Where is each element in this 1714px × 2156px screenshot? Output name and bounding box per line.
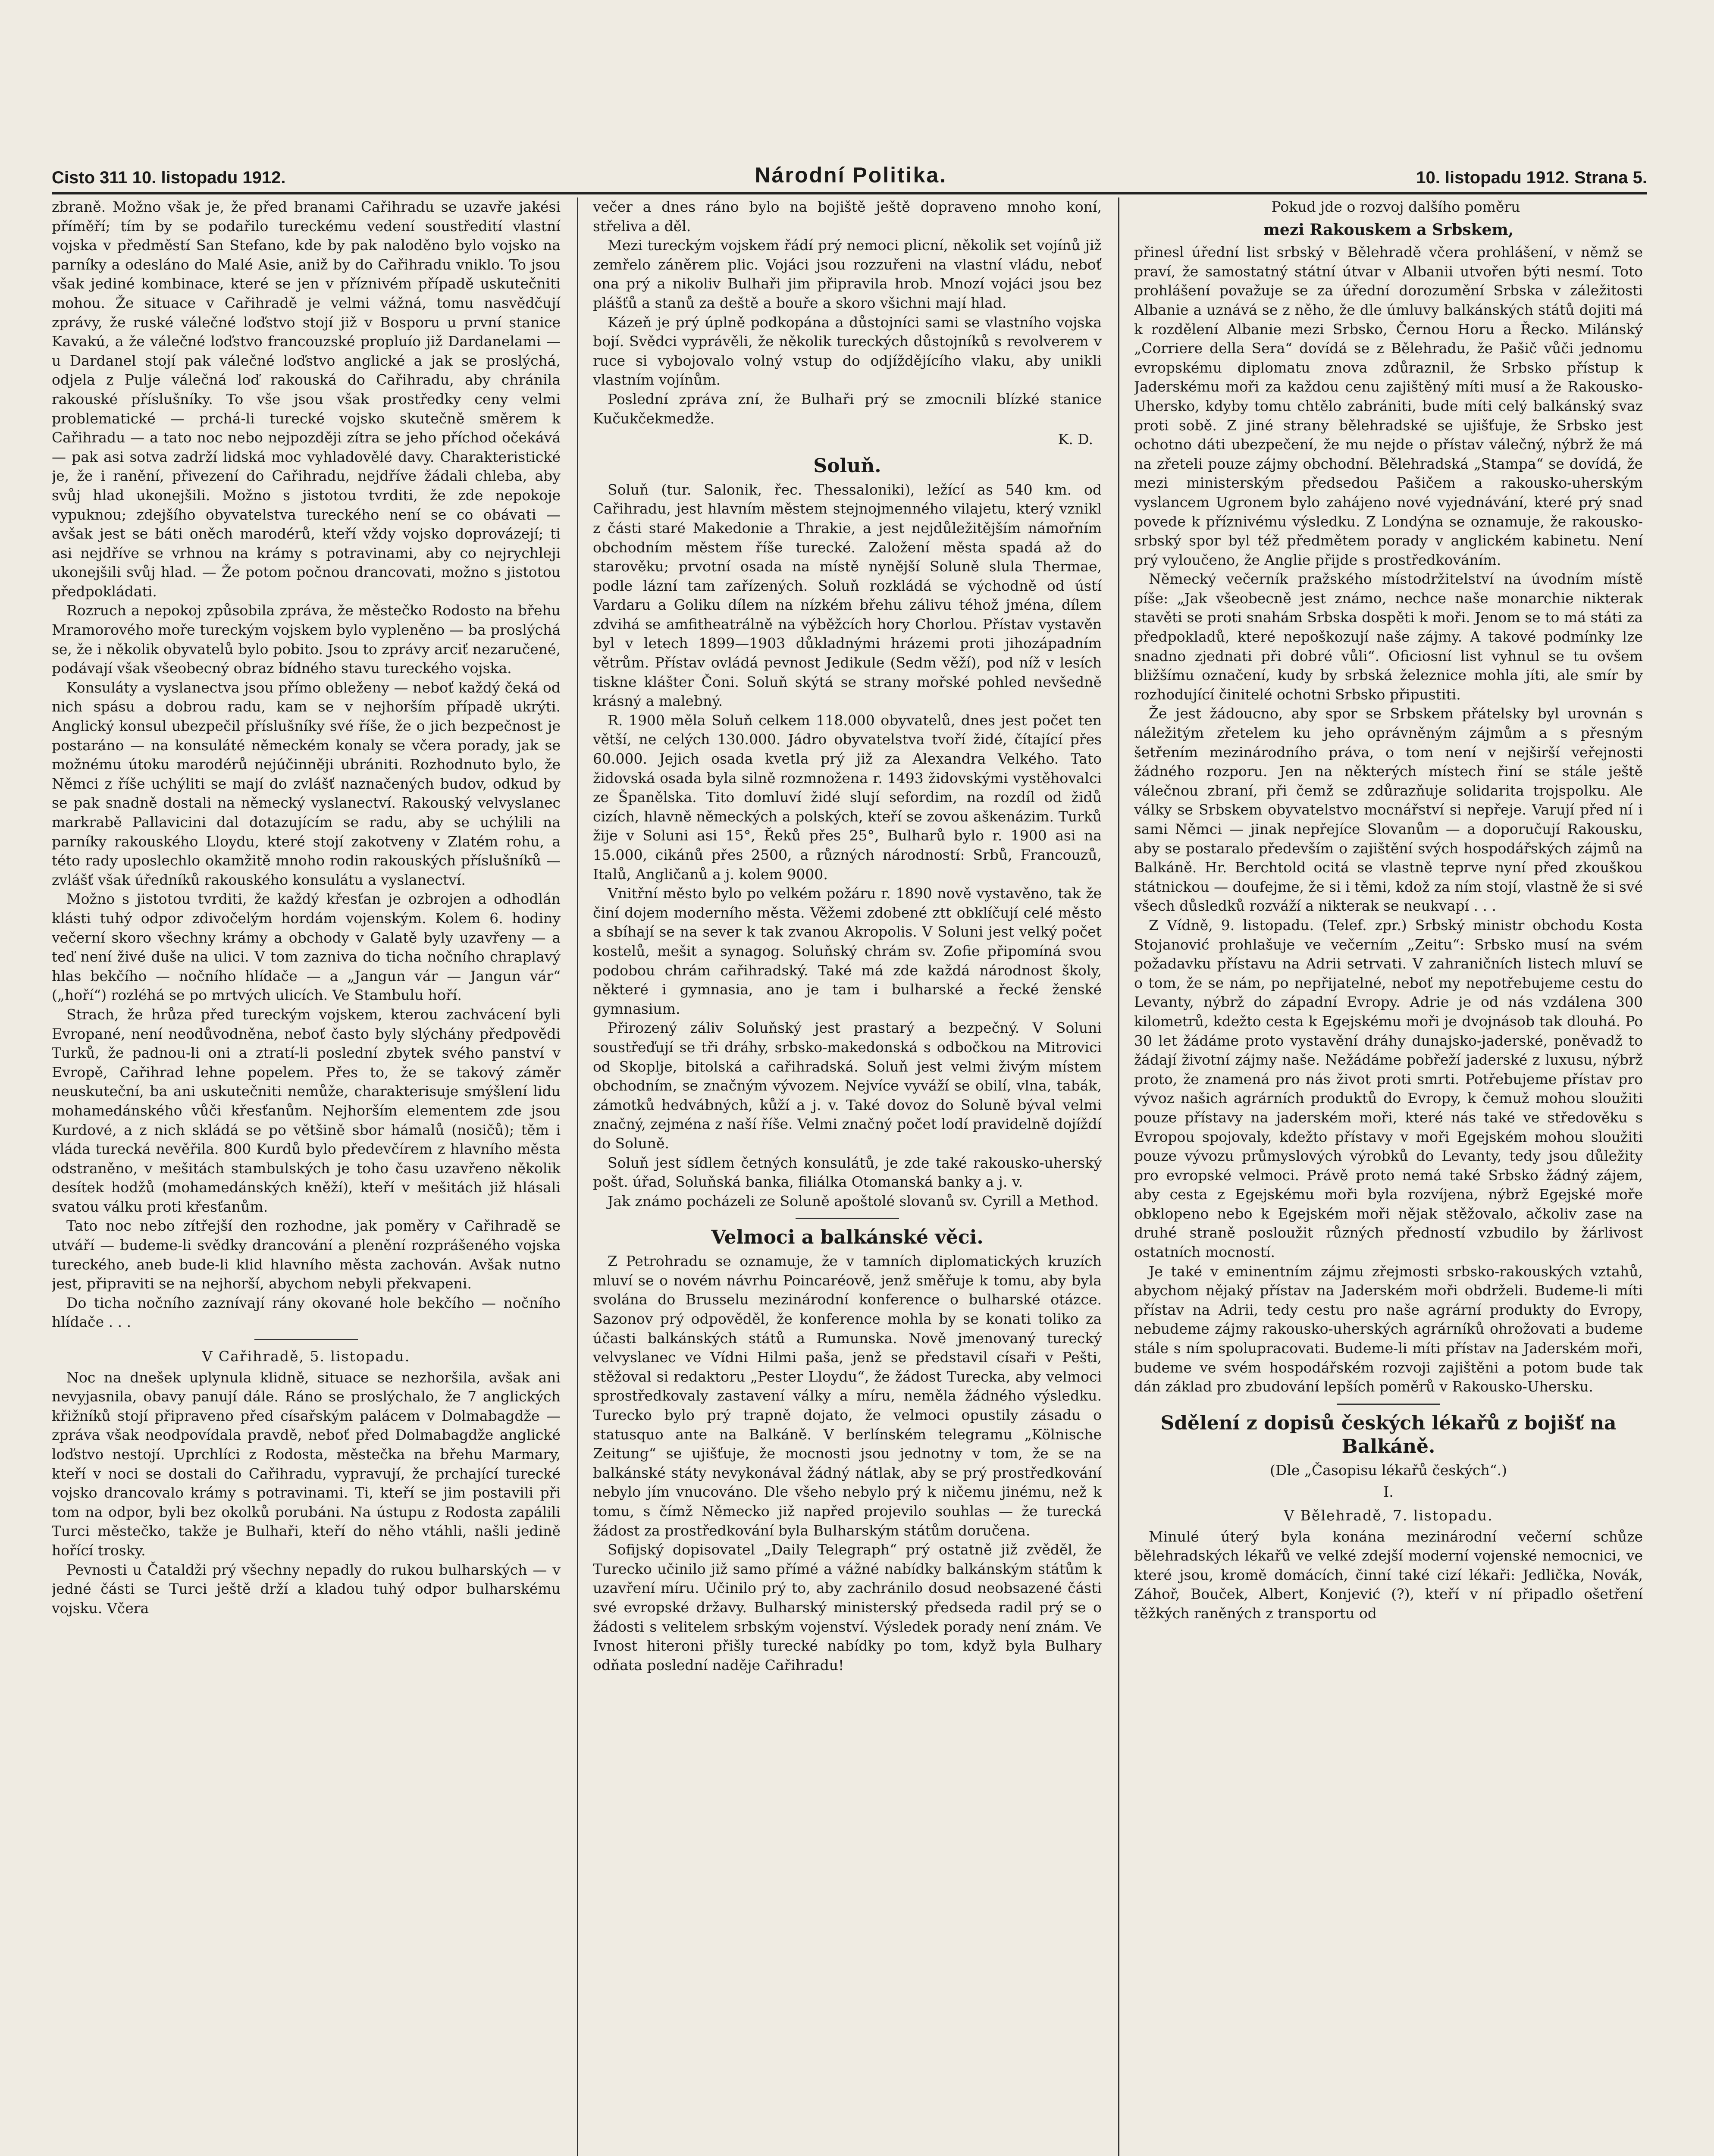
article-paragraph: Tato noc nebo zítřejší den rozhodne, jak poměry v Cařihradě se utváří — budeme-li svědky drancování a plenění rozprášeného vojska tureckého, aneb bude-li klid hlavního města zachován. Avšak nutno jest, připraviti se na nejhorší, abychom nebyli překvapeni. (52, 1217, 561, 1292)
column-2 (593, 197, 1102, 2156)
article-paragraph: Mezi tureckým vojskem řádí prý nemoci plicní, několik set vojínů již zemřelo záněrem plic. Vojáci jsou rozzuřeni na vlastní vládu, neboť ona prý a nikoliv Bulhaři jim připravila hrob. Mnozí vojáci jsou bez plášťů a stanů za deště a bouře a skoro všichni mají hlad. (593, 237, 1102, 311)
header-issue-date: Cisto 311 10. listopadu 1912. (52, 168, 286, 187)
article-paragraph: Jak známo pocházeli ze Soluně apoštolé slovanů sv. Cyrill a Method. (608, 1192, 1099, 1210)
headline-sdeleni: Sdělení z dopisů českých lékařů z bojišť na Balkáně. (1160, 1412, 1617, 1457)
article-paragraph: přinesl úřední list srbský v Bělehradě včera prohlášení, v němž se praví, že samostatný státní útvar v Albanii utvořen býti nesmí. Toto prohlášení považuje se za úřední dorozumění Srbska v záležitosti Albanie a uznává se z něho, že dle úmluvy balkánských států dojiti má k rozdělení Albanie mezi Srbsko, Černou Horu a Řecko. Milánský „Corriere della Sera“ dovídá se z Bělehradu, že Pašič vůči jednomu evropskému diplomatu znova zdůraznil, že Srbsko přístup k Jaderskému moři za každou cenu zajištěný míti musí a že Rakousko-Uhersko, kdyby tomu chtělo zabrániti, bude míti celý balkánský svaz proti sobě. Z jiné strany bělehradské se ujišťuje, že Srbsko jest ochotno dáti ubezpečení, že mu nejde o přístav válečný, nýbrž že má na zřeteli pouze zájmy obchodní. Bělehradská „Stampa“ se dovídá, že mezi ministerským předsedou Pašičem a rakousko-uherským vyslancem Ugronem bylo zahájeno nové vyjednávání, které prý snad povede k příznivému výsledku. Z Londýna se oznamuje, že rakousko-srbský spor byl též předmětem porady v anglickém kabinetu. Není prý vyloučeno, že Anglie přijde s prostředkováním. (1134, 244, 1643, 568)
dateline: V Bělehradě, 7. listopadu. (1284, 1507, 1493, 1524)
article-paragraph: Je také v eminentním zájmu zřejmosti srbsko-rakouských vztahů, abychom nějaký přístav na Jaderském moři obdrželi. Budeme-li míti přístav na Adrii, tedy cestu pro naše agrární produkty do Evropy, nebudeme zájmy rakousko-uherských agrárníků ohrožovati a budeme stále s ním spolupracovati. Budeme-li míti přístav na Jaderském moři, budeme ve svém hospodářském rozvoji zajištěni a potom bude tak dán základ pro zbudování lepších poměrů v Rakousko-Uhersku. (1134, 1263, 1643, 1395)
article-paragraph: zbraně. Možno však je, že před branami Cařihradu se uzavře jakési příměří; tím by se podařilo tureckému vedení soustředití vlastní vojska v předměstí San Stefano, kde by pak naloděno bylo vojsko na parníky a odesláno do Malé Asie, aniž by do Cařihradu vniklo. To jsou však jediné kombinace, které se jen v příznivém případě uskutečniti mohou. Že situace v Cařihradě je velmi vážná, tomu nasvědčují zprávy, že ruské válečné loďstvo stojí již v Bosporu u první stanice Kavakú, a že válečné loďstvo francouzské propluío již Dardanelami — u Dardanel stojí pak válečné loďstvo anglické a jak se proslýchá, odjela z Pulje válečná loď rakouská do Cařihradu, aby chránila rakouské příslušníky. To vše jsou však prostředky ceny velmi problematické — prchá-li turecké vojsko skutečně směrem k Cařihradu — a tato noc nebo nejpozději zítra se jeho příchod očekává — pak asi sotva zadrží lidská moc vyhladovělé davy. Charakteristické je, že i ranění, přivezení do Cařihradu, nejdříve žádali chleba, aby svůj hlad ukonejšili. Možno s jistotou tvrditi, že zde nepokoje vypuknou; zdejšího obyvatelstva tureckého není se co obávati — avšak jest se báti oněch marodérů, kteří vždy vojsko doprovázejí; ti asi nejdříve se vrhnou na krámy s potravinami, aby co nejrychleji ukonejšili svůj hlad. — Že potom počnou drancovati, možno s jistotou předpokládati. (52, 198, 561, 600)
article-paragraph: Rozruch a nepokoj způsobila zpráva, že městečko Rodosto na břehu Mramorového moře tureckým vojskem bylo vypleněno — ba proslýchá se, že i několik obyvatelů bylo pobito. Jsou to zprávy arciť nezaručené, podávají však všeobecný obraz bídného stavu tureckého vojska. (52, 602, 561, 677)
section-divider (254, 1339, 358, 1340)
header-page-number: 10. listopadu 1912. Strana 5. (1416, 168, 1647, 187)
article-paragraph: Vnitřní město bylo po velkém požáru r. 1890 nově vystavěno, tak že činí dojem moderního města. Věžemi zdobené ztt obklíčují celé město a sbíhají se na sever k tak zvanou Akropolis. V Soluni jest velký počet kostelů, mešit a synagog. Soluňský chrám sv. Zofie připomíná svou podobou chrám cařihradský. Také má zde každá národnost školy, některé i gymnasia, ano je tam i bulharské a řecké ženské gymnasium. (593, 885, 1102, 1017)
part-number: I. (1383, 1483, 1394, 1501)
headline-velmoci: Velmoci a balkánské věci. (711, 1226, 984, 1249)
article-paragraph: Minulé úterý byla konána mezinárodní večerní schůze bělehradských lékařů ve velké zdejší moderní vojenské nemocnici, ve které jsou, kromě domácích, činní také cizí lékaři: Jedlička, Novák, Záhoř, Bouček, Albert, Konjević (?), kteří v ní připadlo ošetření těžkých raněných z transportu od (1134, 1528, 1643, 1622)
headline-rakousko-srbsko: mezi Rakouskem a Srbskem, (1263, 220, 1514, 239)
article-paragraph: Kázeň je prý úplně podkopána a důstojníci sami se vlastního vojska bojí. Svědci vyprávěli, že několik tureckých důstojníků s revolverem v ruce si vybojovalo volný vstup do odjíždějícího vlaku, aby unikli vlastním vojínům. (593, 313, 1102, 389)
article-paragraph: Konsuláty a vyslanectva jsou přímo obleženy — neboť každý čeká od nich spásu a dobrou radu, kam se v nejhorším případě ukrýti. Anglický konsul ubezpečil příslušníky své říše, že o jich bezpečnost je postaráno — na konsuláté německém konaly se včera porady, jak se možnému útoku marodérů nejúčinněji ubrániti. Rozhodnuto bylo, že Němci z říše uchýliti se mají do zvlášť naznačených budov, odkud by se pak snadně dostali na německý vyslanectví. Rakouský velvyslanec markrabě Pallavicini dal dotazujícím se radu, aby se uchýlili na parníky rakouského Lloydu, které stojí zakotveny v Zlatém rohu, a této rady uposlechlo okamžitě mnoho rodin rakouských příslušníků — zvlášť však úředníků rakouského konsulátu a vyslanectví. (52, 679, 561, 888)
headline-solun: Soluň. (813, 454, 881, 477)
article-paragraph: Do ticha nočního zaznívají rány okované hole bekčího — nočního hlídače . . . (52, 1294, 561, 1331)
article-paragraph: večer a dnes ráno bylo na bojiště ještě dopraveno mnoho koní, střeliva a děl. (593, 198, 1102, 235)
page-header (52, 157, 1647, 188)
article-paragraph: Soluň jest sídlem četných konsulátů, je zde také rakousko-uherský pošt. úřad, Soluňská banka, filiálka Otomanská banky a j. v. (593, 1154, 1102, 1191)
article-paragraph: Pevnosti u Čataldži prý všechny nepadly do rukou bulharských — v jedné části se Turci ještě drží a kladou tuhý odpor bulharskému vojsku. Včera (52, 1561, 561, 1617)
article-paragraph: Noc na dnešek uplynula klidně, situace se nezhoršila, avšak ani nevyjasnila, obavy panují dále. Ráno se proslýchalo, že 7 anglických křižníků stojí připraveno před císařským palácem v Dolmabagdže — zpráva však neodpovídala pravdě, neboť před Dolmabagdže anglické loďstvo nestojí. Uprchlíci z Rodosta, městečka na břehu Marmary, kteří v noci se dostali do Cařihradu, vypravují, že prchající turecké vojsko drancovalo krámy s potravinami. Ti, kteří se jim postavili při tom na odpor, byli bez okolků porubáni. Na ústupu z Rodosta zapálili Turci městečko, takže je Bulhaři, kteří do něho vtáhli, našli jedině hořící trosky. (52, 1369, 561, 1559)
article-paragraph: Strach, že hrůza před tureckým vojskem, kterou zachvácení byli Evropané, není neodůvodněna, neboť často byly slýchány předpovědi Turků, že padnou-li oni a ztratí-li poslední zbytek svého panství v Evropě, Cařihrad lehne popelem. Přes to, že se takový záměr neuskuteční, ba ani uskutečniti nemůže, charakterisuje smýšlení lidu mohamedánského vůči křesťanům. Nejhorším elementem zde jsou Kurdové, a z nich skládá se po většině sbor hámalů (nosičů); těm i vláda turecká nevěřila. 800 Kurdů bylo předevčírem z hlavního města odstraněno, v mešitách stambulských je toho času uzavřeno několik desítek hodžů (mohamedánských kněží), kteří v mešitách již hlásali svatou válku proti křesťanům. (52, 1006, 561, 1215)
column-divider-2 (1118, 197, 1119, 2156)
dateline: V Cařihradě, 5. listopadu. (202, 1348, 410, 1365)
section-divider (796, 1218, 899, 1219)
article-paragraph: Sofijský dopisovatel „Daily Telegraph“ prý ostatně již zvěděl, že Turecko učinilo již samo přímé a vážné nabídky balkánským státům k uzavření míru. Učinilo prý to, aby zachránilo dosud neobsazené části své evropské državy. Bulharský ministerský předseda radil prý se o žádosti s velitelem srbským vojenství. Výsledek porady není znám. Ve Ivnost hiteroni přišly turecké nabídky po tom, když byla Bulhary odňata poslední naděje Cařihradu! (593, 1541, 1102, 1673)
article-paragraph: R. 1900 měla Soluň celkem 118.000 obyvatelů, dnes jest počet ten větší, ne celých 130.000. Jádro obyvatelstva tvoří židé, čítající přes 60.000. Jejich osada kvetla prý již za Alexandra Velkého. Tato židovská osada byla silně rozmnožena r. 1493 židovskými vystěhovalci ze Španělska. Tito domluví židé slují sefordim, na rozdíl od židů cizích, hlavně německých a polských, kteří se zovou aškenázim. Turků žije v Soluni asi 15°, Řeků přes 25°, Bulharů bylo r. 1900 asi na 15.000, cikánů přes 2500, a různých národností: Srbů, Francouzů, Italů, Angličanů a j. kolem 9000. (593, 711, 1102, 883)
article-paragraph: Poslední zpráva zní, že Bulhaři prý se zmocnili blízké stanice Kučukčekmedže. (593, 390, 1102, 427)
header-rule (52, 192, 1647, 194)
article-intro: Pokud jde o rozvoj dalšího poměru (1271, 198, 1520, 215)
article-paragraph: Německý večerník pražského místodržitelství na úvodním místě píše: „Jak všeobecně jest známo, nechce naše monarchie nikterak stavěti se proti snahám Srbska dospěti k moři. Jenom se to má státi za předpokladů, které nepoškozují naše zájmy. A takové podmínky lze snadno zjednati při dobré vůli“. Oficiosní list vyhnul se tu ovšem bližšímu označení, kudy by srbská železnice mohla jíti, ale smír by rozhodující činitelé ochotni Srbsko připustiti. (1134, 570, 1643, 703)
column-divider-1 (577, 197, 578, 2156)
article-paragraph: Z Vídně, 9. listopadu. (Telef. zpr.) Srbský ministr obchodu Kosta Stojanović prohlašuje ve večerním „Zeitu“: Srbsko musí na svém požadavku přístavu na Adrii setrvati. V zahraničních listech mluví se o tom, že se nám, po nepřijatelné, neboť my nepotřebujeme cestu do Levanty, nýbrž do západní Evropy. Adrie je od nás vzdálena 300 kilometrů, kdežto cesta k Egejskému moři je dvojnásob tak dlouhá. Po 30 let žádáme proto vystavění dráhy dunajsko-jaderské, poněvadž to žádají životní zájmy naše. Nežádáme pobřeží jaderské z luxusu, nýbrž proto, že znamená pro nás život proti smrti. Potřebujeme přístav pro vývoz našich agrárních produktů do Evropy, k čemuž mohou sloužiti pouze přístavy na jaderském moři, které nás také ve středověku s Evropou spojovaly, kdežto přístavy v moři Egejském mohou sloužiti pouze vývozu průmyslových výrobků do Levanty, tedy jsou důležity pro evropské velmoci. Právě proto nemá také Srbsko žádný zájem, aby cesta z Egejskému moři byla rozvíjena, nýbrž Egejské moře obklopeno nebo k Egejském moři nějak stěžovalo, ačkoliv zase na druhé straně posloužit různých předností vzbudilo by žárlivost ostatních mocností. (1134, 916, 1643, 1261)
article-paragraph: Možno s jistotou tvrditi, že každý křesťan je ozbrojen a odhodlán klásti tuhý odpor zdivočelým hordám vojenským. Kolem 6. hodiny večerní skoro všechny krámy a obchody v Galatě byly uzavřeny — a teď není živé duše na ulici. V tom zazniva do ticha nočního chraplavý hlas bekčího — nočního hlídače — a „Jangun vár — Jangun vár“ („hoří“) rozléhá se po mrtvých ulicích. Ve Stambulu hoří. (52, 890, 561, 1004)
source-note: (Dle „Časopisu lékařů českých“.) (1270, 1461, 1507, 1479)
column-1 (52, 197, 561, 2156)
article-paragraph: Soluň (tur. Salonik, řec. Thessaloniki), ležící as 540 km. od Cařihradu, jest hlavním městem stejnojmenného vilajetu, který vznikl z části staré Makedonie a Thrakie, a jest nejdůležitějším námořním obchodním městem říše turecké. Založení města spadá až do starověku; prvotní osada na místě nynější Soluně slula Thermae, podle lázní tam zařízených. Soluň rozkládá se východně od ústí Vardaru a Goliku dílem na nízkém břehu zálivu téhož jména, dílem zdvihá se amfitheatrálně na výběžcích hory Chorlou. Přístav vystavěn byl v letech 1899—1903 důkladnými hrázemi proti jihozápadním větrům. Přístav ovládá pevnost Jedikule (Sedm věží), pod níž v lesích tiskne klášter Čoni. Soluň skýtá se strany mořské pohled nevšedně krásný a malebný. (593, 481, 1102, 710)
column-3 (1134, 197, 1643, 2156)
article-paragraph: Z Petrohradu se oznamuje, že v tamních diplomatických kruzích mluví se o novém návrhu Poincaréově, jenž směřuje k tomu, aby byla svolána do Brusselu mezinárodní konference o bulharské otázce. Sazonov prý odpověděl, že konference mohla by se konati toliko za účasti balkánských států a Rumunska. Nově jmenovaný turecký velvyslanec ve Vídni Hilmi paša, jenž se představil císaři v Pešti, stěžoval si redaktoru „Pester Lloydu“, že žádost Turecka, aby velmoci sprostředkovaly zastavení války a míru, neměla žádného výsledku. Turecko bylo prý trapně dojato, že velmoci opustily zásadu o statusquo ante na Balkáně. V berlínském telegramu „Kölnische Zeitung“ se ujišťuje, že mocnosti jsou jednotny v tom, že se na balkánské státy nevykonával žádný nátlak, aby se prý prostředkování nebylo jím vnucováno. Dle všeho nebylo prý k ničemu jinému, než k tomu, s čímž Německo již napřed projevilo souhlas — že turecká žádost za prostředkování byla Bulharským státům doručena. (593, 1253, 1102, 1539)
masthead-title: Národní Politika. (755, 163, 947, 187)
author-signature: K. D. (1058, 431, 1093, 448)
section-divider (1337, 1404, 1440, 1405)
article-paragraph: Přirozený záliv Soluňský jest prastarý a bezpečný. V Soluni soustřeďují se tři dráhy, srbsko-makedonská s odbočkou na Mitrovici od Skoplje, bitolská a cařihradská. Soluň jest velmi živým místem obchodním, se značným vývozem. Nejvíce vyváží se obilí, vlna, tabák, zámotků hedvábných, kůží a j. v. Také dovoz do Soluně býval velmi značný, zejména z naší říše. Velmi značný počet lodí pravidelně dojíždí do Soluně. (593, 1019, 1102, 1152)
article-paragraph: Že jest žádoucno, aby spor se Srbskem přátelsky byl urovnán s náležitým zřetelem ku jeho oprávněným zájmům a s přesným šetřením mezinárodního práva, o tom není v nejširší veřejnosti žádného rozporu. Jen na některých místech řiní se stále ještě válečnou zbraní, při čemž se zdůrazňuje solidarita trojspolku. Ale války se Srbskem obyvatelstvo mocnářství si nepřeje. Varují před ní i sami Němci — jinak nepřejíce Slovanům — a doporučují Rakousku, aby se postaralo především o zajištění svých hospodářských zájmů na Balkáně. Hr. Berchtold ocitá se vlastně teprve nyní před zkouškou státnickou — doufejme, že si i těmi, kdož za ním stojí, vlastně že si své všech důsledků rozváží a nikterak se neukvapí . . . (1134, 705, 1643, 915)
